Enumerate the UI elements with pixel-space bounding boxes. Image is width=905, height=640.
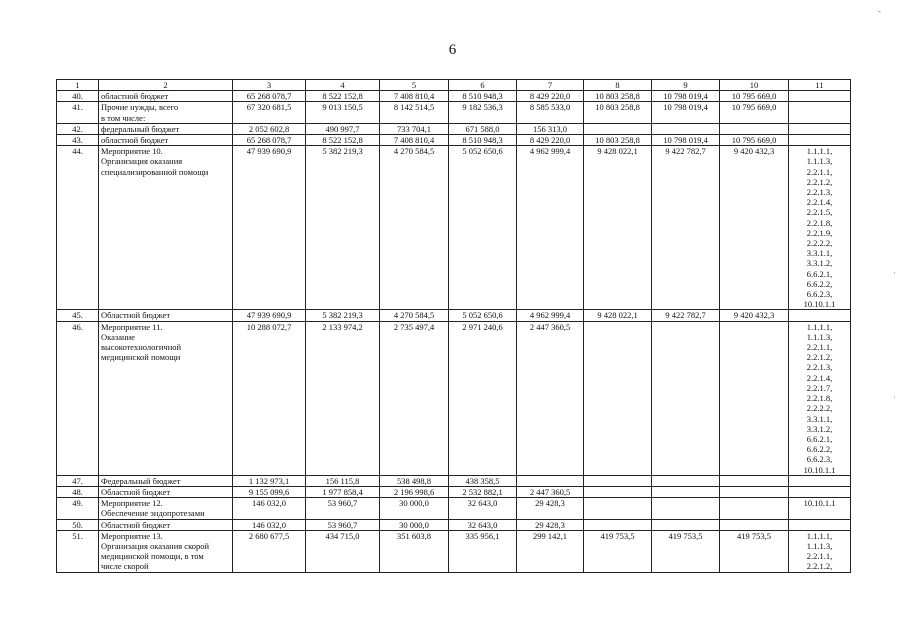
value-cell: 10 288 072,7 <box>233 321 306 475</box>
row-label-line: Организация оказания скорой <box>101 540 210 551</box>
indicator-code: 1.1.1.3, <box>806 540 833 551</box>
column-header: 7 <box>517 80 584 91</box>
indicator-code: 6.6.2.3, <box>806 289 833 300</box>
row-label-line: Обеспечение эндопротезами <box>101 508 205 519</box>
row-label <box>99 530 233 572</box>
row-label <box>99 486 233 497</box>
value-cell: 10 798 019,4 <box>652 135 720 146</box>
value-cell: 299 142,1 <box>517 530 584 572</box>
row-label-line: Мероприятие 12. <box>101 498 163 509</box>
table-row <box>57 135 851 146</box>
indicator-code: 2.2.1.1, <box>806 551 833 562</box>
value-cell: 53 960,7 <box>306 519 380 530</box>
value-cell: 5 382 219,3 <box>306 146 380 310</box>
row-number: 41. <box>57 102 99 123</box>
value-cell <box>584 486 652 497</box>
value-cell: 4 270 584,5 <box>380 310 449 321</box>
indicator-codes <box>789 519 851 530</box>
value-cell <box>652 123 720 134</box>
row-number: 47. <box>57 475 99 486</box>
row-number: 40. <box>57 91 99 102</box>
indicator-codes <box>789 475 851 486</box>
row-label-line: Областной бюджет <box>101 310 171 321</box>
table-row <box>57 123 851 134</box>
indicator-code: 1.1.1.3, <box>806 331 833 342</box>
column-header: 9 <box>652 80 720 91</box>
indicator-code: 2.2.1.9, <box>806 227 833 238</box>
indicator-code: 6.6.2.2, <box>806 278 833 289</box>
value-cell: 2 680 677,5 <box>233 530 306 572</box>
table-row <box>57 91 851 102</box>
scan-mark: · <box>893 392 896 402</box>
indicator-code: 2.2.1.1, <box>806 166 833 177</box>
indicator-code: 2.2.1.1, <box>806 342 833 353</box>
indicator-code: 1.1.1.1, <box>806 530 833 541</box>
indicator-codes <box>789 310 851 321</box>
indicator-code: 2.2.1.3, <box>806 187 833 198</box>
row-label-line: медицинской помощи <box>101 352 181 363</box>
row-label <box>99 475 233 486</box>
row-label-line: федеральный бюджет <box>101 123 180 134</box>
row-number: 46. <box>57 321 99 475</box>
value-cell: 29 428,3 <box>517 498 584 519</box>
indicator-code: 3.3.1.1, <box>806 248 833 259</box>
value-cell <box>652 498 720 519</box>
value-cell <box>720 321 789 475</box>
value-cell: 146 032,0 <box>233 498 306 519</box>
value-cell: 53 960,7 <box>306 498 380 519</box>
row-label-line: Областной бюджет <box>101 519 171 530</box>
indicator-code: 3.3.1.2, <box>806 258 833 269</box>
row-label-line: Мероприятие 11. <box>101 321 163 332</box>
column-header: 4 <box>306 80 380 91</box>
value-cell: 2 447 360,5 <box>517 321 584 475</box>
value-cell: 419 753,5 <box>584 530 652 572</box>
value-cell: 434 715,0 <box>306 530 380 572</box>
value-cell <box>720 498 789 519</box>
row-label-line: медицинской помощи, в том <box>101 551 204 562</box>
value-cell: 10 795 669,0 <box>720 91 789 102</box>
value-cell: 47 939 690,9 <box>233 310 306 321</box>
column-header: 6 <box>449 80 517 91</box>
value-cell: 9 182 536,3 <box>449 102 517 123</box>
value-cell <box>720 486 789 497</box>
row-number: 51. <box>57 530 99 572</box>
value-cell: 335 956,1 <box>449 530 517 572</box>
value-cell <box>584 475 652 486</box>
value-cell <box>584 123 652 134</box>
column-header-row <box>57 80 851 91</box>
row-label <box>99 123 233 134</box>
row-label-line: числе скорой <box>101 561 149 572</box>
table-row <box>57 519 851 530</box>
indicator-codes <box>789 123 851 134</box>
value-cell: 10 803 258,8 <box>584 91 652 102</box>
value-cell: 4 962 999,4 <box>517 310 584 321</box>
indicator-code: 2.2.1.8, <box>806 217 833 228</box>
value-cell: 10 803 258,8 <box>584 102 652 123</box>
indicator-code: 6.6.2.3, <box>806 454 833 465</box>
value-cell: 733 704,1 <box>380 123 449 134</box>
value-cell: 9 428 022,1 <box>584 146 652 310</box>
value-cell: 10 798 019,4 <box>652 102 720 123</box>
row-label-line: в том числе: <box>101 112 146 123</box>
row-label-line: Оказание <box>101 331 135 342</box>
row-label <box>99 498 233 519</box>
table-row <box>57 146 851 310</box>
indicator-code: 2.2.2.2, <box>806 403 833 414</box>
value-cell: 5 052 650,6 <box>449 310 517 321</box>
value-cell: 5 382 219,3 <box>306 310 380 321</box>
indicator-codes <box>789 486 851 497</box>
value-cell: 419 753,5 <box>720 530 789 572</box>
value-cell: 2 735 497,4 <box>380 321 449 475</box>
value-cell: 7 408 810,4 <box>380 135 449 146</box>
value-cell: 2 196 998,6 <box>380 486 449 497</box>
value-cell: 32 643,0 <box>449 519 517 530</box>
column-header: 10 <box>720 80 789 91</box>
value-cell: 29 428,3 <box>517 519 584 530</box>
value-cell: 32 643,0 <box>449 498 517 519</box>
indicator-code: 1.1.1.1, <box>806 146 833 157</box>
value-cell: 351 603,8 <box>380 530 449 572</box>
value-cell: 4 270 584,5 <box>380 146 449 310</box>
indicator-code: 2.2.1.4, <box>806 372 833 383</box>
value-cell: 10 795 669,0 <box>720 135 789 146</box>
value-cell: 10 795 669,0 <box>720 102 789 123</box>
value-cell: 156 313,0 <box>517 123 584 134</box>
indicator-code: 6.6.2.1, <box>806 268 833 279</box>
value-cell: 10 803 258,8 <box>584 135 652 146</box>
budget-table <box>56 79 851 573</box>
table-row <box>57 102 851 123</box>
value-cell: 67 320 681,5 <box>233 102 306 123</box>
indicator-code: 6.6.2.1, <box>806 433 833 444</box>
row-label <box>99 146 233 310</box>
indicator-code: 10.10.1.1 <box>803 498 836 509</box>
value-cell: 30 000,0 <box>380 519 449 530</box>
value-cell: 30 000,0 <box>380 498 449 519</box>
value-cell: 2 133 974,2 <box>306 321 380 475</box>
indicator-code: 3.3.1.2, <box>806 423 833 434</box>
value-cell <box>720 519 789 530</box>
value-cell <box>652 486 720 497</box>
value-cell: 1 977 858,4 <box>306 486 380 497</box>
indicator-codes <box>789 91 851 102</box>
table-row <box>57 486 851 497</box>
column-header: 3 <box>233 80 306 91</box>
indicator-code: 10.10.1.1 <box>803 464 836 475</box>
indicator-codes <box>789 530 851 572</box>
value-cell: 8 510 948,3 <box>449 91 517 102</box>
value-cell: 671 588,0 <box>449 123 517 134</box>
value-cell: 9 422 782,7 <box>652 310 720 321</box>
value-cell: 8 522 152,8 <box>306 91 380 102</box>
value-cell: 1 132 973,1 <box>233 475 306 486</box>
value-cell: 9 420 432,3 <box>720 146 789 310</box>
indicator-codes <box>789 146 851 310</box>
indicator-code: 10.10.1.1 <box>803 299 836 310</box>
row-label-line: Мероприятие 10. <box>101 146 163 157</box>
value-cell: 8 522 152,8 <box>306 135 380 146</box>
indicator-codes <box>789 102 851 123</box>
table-body <box>57 80 851 573</box>
row-number: 45. <box>57 310 99 321</box>
row-number: 42. <box>57 123 99 134</box>
value-cell: 8 142 514,5 <box>380 102 449 123</box>
value-cell: 8 585 533,0 <box>517 102 584 123</box>
row-label-line: областной бюджет <box>101 91 169 102</box>
row-label-line: Мероприятие 13. <box>101 530 163 541</box>
table-row <box>57 475 851 486</box>
row-label <box>99 135 233 146</box>
value-cell: 4 962 999,4 <box>517 146 584 310</box>
value-cell <box>584 321 652 475</box>
row-label-line: Федеральный бюджет <box>101 475 181 486</box>
table-row <box>57 530 851 572</box>
scan-mark: · <box>893 268 896 278</box>
indicator-code: 1.1.1.3, <box>806 156 833 167</box>
value-cell: 538 498,8 <box>380 475 449 486</box>
value-cell: 8 429 220,0 <box>517 135 584 146</box>
value-cell: 419 753,5 <box>652 530 720 572</box>
column-header: 1 <box>57 80 99 91</box>
value-cell <box>652 321 720 475</box>
value-cell <box>584 498 652 519</box>
row-label <box>99 102 233 123</box>
value-cell: 156 115,8 <box>306 475 380 486</box>
value-cell: 9 428 022,1 <box>584 310 652 321</box>
value-cell: 2 971 240,6 <box>449 321 517 475</box>
row-label <box>99 519 233 530</box>
indicator-code: 2.2.1.5, <box>806 207 833 218</box>
value-cell: 2 052 602,8 <box>233 123 306 134</box>
indicator-code: 3.3.1.1, <box>806 413 833 424</box>
value-cell: 490 997,7 <box>306 123 380 134</box>
value-cell: 8 510 948,3 <box>449 135 517 146</box>
value-cell: 9 422 782,7 <box>652 146 720 310</box>
row-label <box>99 91 233 102</box>
value-cell: 146 032,0 <box>233 519 306 530</box>
value-cell <box>720 475 789 486</box>
indicator-code: 2.2.1.4, <box>806 197 833 208</box>
value-cell: 65 268 078,7 <box>233 91 306 102</box>
page-number: 6 <box>448 42 457 58</box>
value-cell <box>584 519 652 530</box>
indicator-code: 2.2.2.2, <box>806 238 833 249</box>
table-row <box>57 321 851 475</box>
column-header: 11 <box>789 80 851 91</box>
scan-mark: - <box>878 6 881 16</box>
value-cell: 2 447 360,5 <box>517 486 584 497</box>
table-row <box>57 310 851 321</box>
indicator-code: 2.2.1.2, <box>806 176 833 187</box>
value-cell: 2 532 882,1 <box>449 486 517 497</box>
indicator-code: 1.1.1.1, <box>806 321 833 332</box>
row-label-line: высокотехнологичной <box>101 342 182 353</box>
row-label-line: Организация оказания <box>101 156 183 167</box>
indicator-code: 2.2.1.7, <box>806 382 833 393</box>
row-label-line: Прочие нужды, всего <box>101 102 179 113</box>
row-label-line: областной бюджет <box>101 135 169 146</box>
row-number: 48. <box>57 486 99 497</box>
indicator-code: 2.2.1.2, <box>806 352 833 363</box>
value-cell <box>517 475 584 486</box>
table-row <box>57 498 851 519</box>
indicator-codes <box>789 321 851 475</box>
column-header: 2 <box>99 80 233 91</box>
row-label-line: специализированной помощи <box>101 166 209 177</box>
value-cell: 47 939 690,9 <box>233 146 306 310</box>
value-cell: 438 358,5 <box>449 475 517 486</box>
indicator-code: 6.6.2.2, <box>806 444 833 455</box>
indicator-codes <box>789 135 851 146</box>
value-cell <box>652 475 720 486</box>
row-label <box>99 321 233 475</box>
indicator-code: 2.2.1.3, <box>806 362 833 373</box>
value-cell: 5 052 650,6 <box>449 146 517 310</box>
value-cell: 8 429 220,0 <box>517 91 584 102</box>
value-cell <box>720 123 789 134</box>
value-cell: 9 420 432,3 <box>720 310 789 321</box>
indicator-code: 2.2.1.2, <box>806 561 833 572</box>
row-label-line: Областной бюджет <box>101 486 171 497</box>
row-number: 43. <box>57 135 99 146</box>
indicator-code: 2.2.1.8, <box>806 393 833 404</box>
row-number: 49. <box>57 498 99 519</box>
value-cell <box>652 519 720 530</box>
indicator-codes <box>789 498 851 519</box>
value-cell: 9 013 150,5 <box>306 102 380 123</box>
value-cell: 65 268 078,7 <box>233 135 306 146</box>
column-header: 5 <box>380 80 449 91</box>
value-cell: 9 155 099,6 <box>233 486 306 497</box>
column-header: 8 <box>584 80 652 91</box>
row-number: 44. <box>57 146 99 310</box>
row-label <box>99 310 233 321</box>
value-cell: 10 798 019,4 <box>652 91 720 102</box>
value-cell: 7 408 810,4 <box>380 91 449 102</box>
row-number: 50. <box>57 519 99 530</box>
